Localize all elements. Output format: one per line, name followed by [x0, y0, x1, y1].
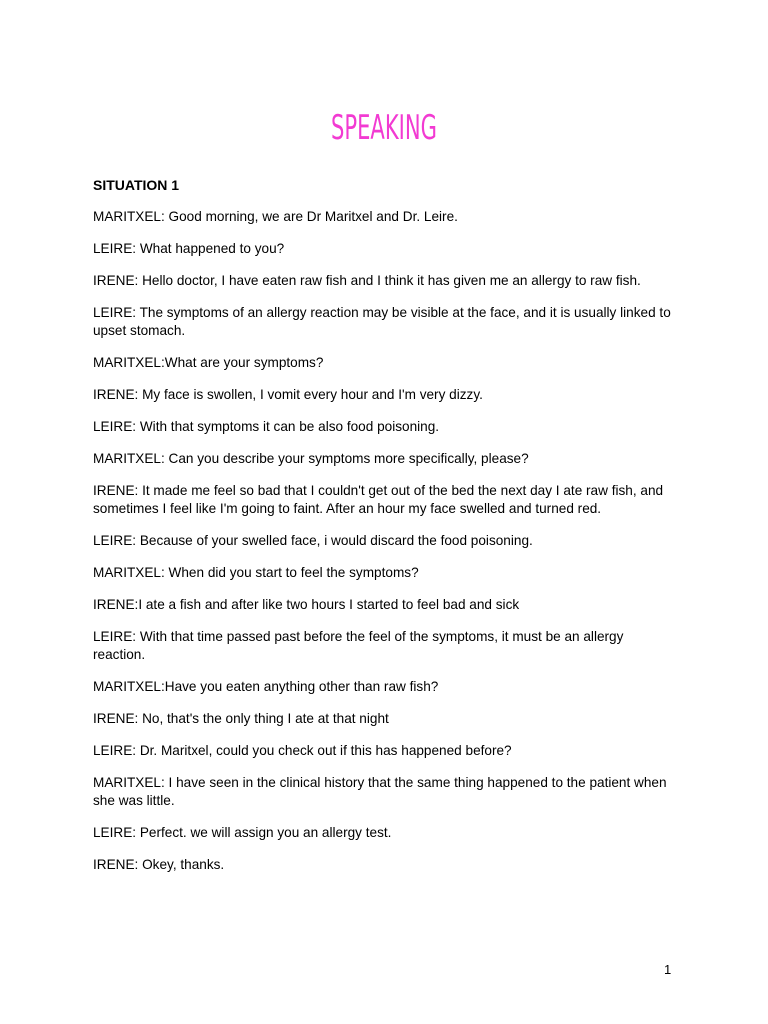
- section-heading: SITUATION 1: [93, 177, 180, 193]
- dialogue-line: MARITXEL: When did you start to feel the symptoms?: [93, 564, 419, 580]
- dialogue-line: MARITXEL: Good morning, we are Dr Maritxel and Dr. Leire.: [93, 209, 458, 224]
- dialogue-line: IRENE: It made me feel so bad that I couldn't get out of the bed the next day I ate raw fish, and sometimes I feel like I'm going to faint. After an hour my face swelled and turned red.: [93, 483, 664, 516]
- dialogue-line: LEIRE: Because of your swelled face, i would discard the food poisoning.: [93, 532, 533, 548]
- page-title: SPEAKING: [331, 108, 437, 148]
- dialogue-line: LEIRE: Dr. Maritxel, could you check out if this has happened before?: [93, 742, 512, 758]
- dialogue-line: MARITXEL: Can you describe your symptoms more specifically, please?: [93, 451, 529, 467]
- dialogue-line: IRENE:I ate a fish and after like two hours I started to feel bad and sick: [93, 597, 520, 613]
- dialogue-line: MARITXEL:Have you eaten anything other than raw fish?: [93, 678, 439, 694]
- dialogue-line: IRENE: Hello doctor, I have eaten raw fish and I think it has given me an allergy to raw fish.: [93, 273, 641, 289]
- dialogue-lines: [93, 208, 675, 873]
- dialogue-line: LEIRE: With that time passed past before the feel of the symptoms, it must be an allergy reaction.: [93, 629, 624, 662]
- dialogue-line: LEIRE: What happened to you?: [93, 241, 285, 257]
- dialogue-line: LEIRE: The symptoms of an allergy reaction may be visible at the face, and it is usually linked to upset stomach.: [93, 305, 671, 338]
- dialogue-line: LEIRE: Perfect. we will assign you an allergy test.: [93, 824, 392, 840]
- dialogue-line: IRENE: No, that's the only thing I ate at that night: [93, 710, 389, 726]
- dialogue-line: MARITXEL:What are your symptoms?: [93, 354, 324, 370]
- page-number: 1: [664, 962, 672, 977]
- dialogue-line: IRENE: My face is swollen, I vomit every hour and I'm very dizzy.: [93, 386, 483, 402]
- dialogue-line: IRENE: Okey, thanks.: [93, 856, 225, 872]
- dialogue-line: LEIRE: With that symptoms it can be also food poisoning.: [93, 419, 440, 435]
- dialogue-section: [93, 176, 675, 888]
- dialogue-line: MARITXEL: I have seen in the clinical history that the same thing happened to the patient when she was little.: [93, 775, 667, 808]
